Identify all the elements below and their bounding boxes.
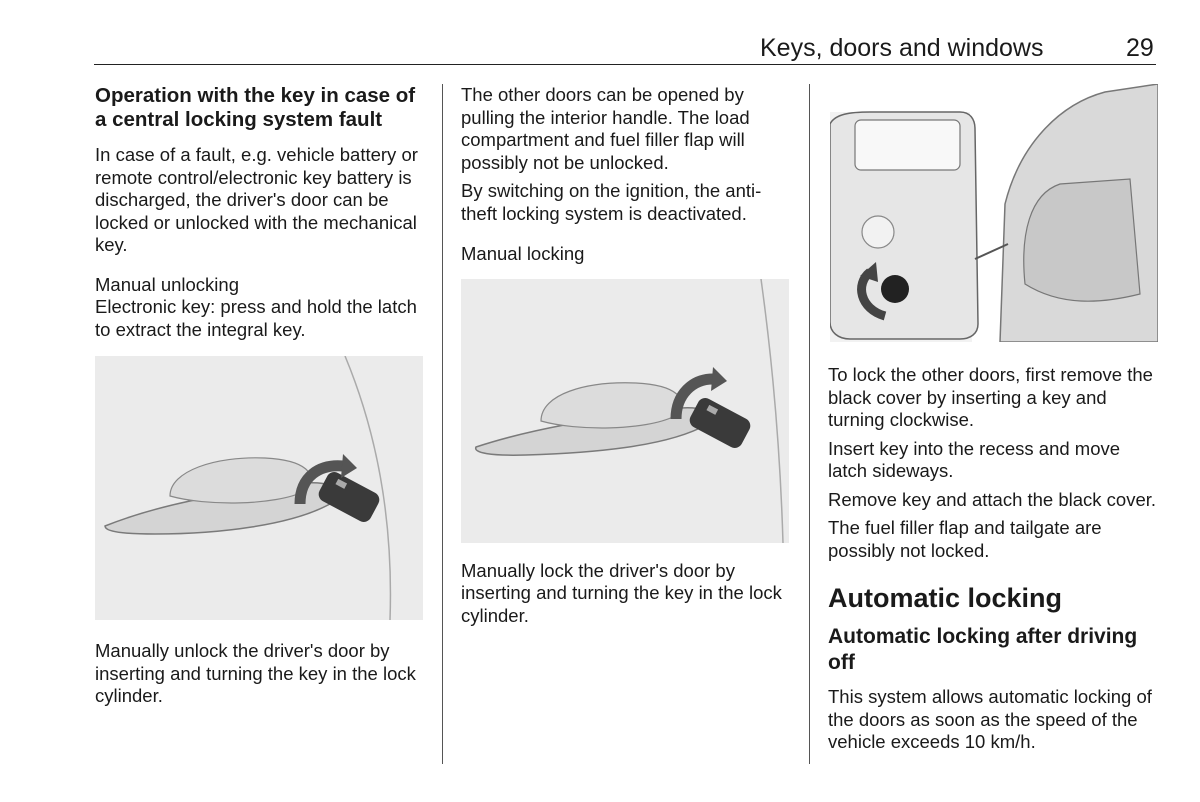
column-2 — [461, 84, 796, 627]
automatic-locking-subheading: Automatic locking after driving off — [828, 625, 1138, 674]
automatic-locking-paragraph: This system allows automatic locking of the doors as soon as the speed of the vehicle exceeds 10 km/h. — [828, 686, 1152, 752]
insert-key-paragraph: Insert key into the recess and move latch sideways. — [828, 437, 1121, 481]
lock-cylinder-icon — [881, 275, 909, 303]
rear-door-lock-figure — [830, 84, 1158, 342]
attach-cover-paragraph: Remove key and attach the black cover. — [828, 488, 1157, 510]
unlock-door-handle-figure — [95, 356, 423, 620]
page-number: 29 — [1126, 34, 1154, 62]
column-3 — [828, 84, 1163, 754]
manual-unlocking-heading: Manual unlocking — [95, 273, 239, 295]
lock-door-handle-figure — [461, 279, 789, 543]
lock-figure-caption: Manually lock the driver's door by inserting and turning the key in the lock cylinder. — [461, 559, 782, 626]
header-title: Keys, doors and windows — [760, 34, 1044, 62]
fuel-flap-paragraph: The fuel filler flap and tailgate are possibly not locked. — [828, 517, 1102, 561]
other-doors-paragraph: The other doors can be opened by pulling the interior handle. The load compartment and fuel filler flap will possibly not be unlocked. — [461, 84, 750, 173]
manual-locking-heading: Manual locking — [461, 243, 585, 264]
column-1 — [95, 84, 430, 708]
automatic-locking-heading: Automatic locking — [828, 583, 1063, 613]
column-divider-1 — [442, 84, 443, 764]
remove-cover-paragraph: To lock the other doors, first remove the black cover by inserting a key and turning clockwise. — [828, 364, 1153, 430]
intro-paragraph: In case of a fault, e.g. vehicle battery or remote control/electronic key battery is discharged, the driver's door can be locked or unlocked with the mechanical key. — [95, 144, 418, 255]
fuel-cap-icon — [862, 216, 894, 248]
unlock-figure-caption: Manually unlock the driver's door by inserting and turning the key in the lock cylinder. — [95, 640, 416, 706]
ignition-paragraph: By switching on the ignition, the anti-theft locking system is deactivated. — [461, 180, 762, 224]
column-divider-2 — [809, 84, 810, 764]
header-rule — [94, 64, 1156, 65]
section-heading-key-operation: Operation with the key in case of a central locking system fault — [95, 84, 416, 131]
manual-unlocking-text: Electronic key: press and hold the latch to extract the integral key. — [95, 296, 417, 340]
